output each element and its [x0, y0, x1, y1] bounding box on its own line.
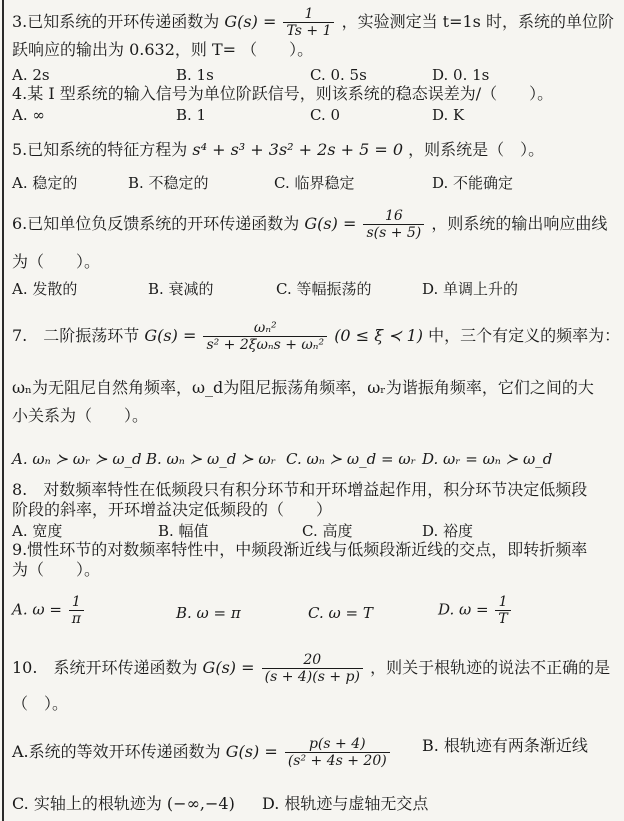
q8-option-b[interactable]: B. 幅值	[158, 522, 209, 540]
q3-stem-cont: ，实验测定当 t=1s 时，系统的单位阶	[341, 12, 614, 31]
q7-fraction	[203, 320, 327, 353]
q4-option-d[interactable]: D. K	[432, 106, 465, 124]
q9-option-d-fraction	[495, 594, 510, 627]
q7-stem: 7. 二阶振荡环节	[12, 326, 140, 345]
q9-option-d-den: T	[495, 610, 510, 627]
q5-option-c[interactable]: C. 临界稳定	[274, 174, 355, 192]
q3-num: 1	[304, 6, 314, 22]
q8-options	[12, 520, 614, 540]
q6-den: s(s + 5)	[363, 224, 424, 241]
q9-option-d-lhs: D. ω =	[438, 600, 489, 619]
q10-stem-cont: ，则关于根轨迹的说法不正确的是	[370, 658, 611, 677]
q5-line1	[12, 140, 614, 160]
q6-options	[12, 278, 614, 298]
q8-line2: 阶段的斜率，开环增益决定低频段的（ ）	[12, 500, 333, 519]
q5-stem: 5.已知系统的特征方程为	[12, 140, 188, 159]
q3-lhs: G(s) =	[224, 12, 277, 31]
q7-option-c[interactable]: C. ωₙ ≻ ω_d = ωᵣ	[286, 450, 416, 468]
q9-options	[12, 594, 614, 634]
q10-option-a-lhs: G(s) =	[225, 742, 278, 761]
q8-option-d[interactable]: D. 裕度	[422, 522, 474, 540]
q7-line3: 小关系为（ ）。	[12, 406, 149, 425]
q7-option-d[interactable]: D. ωᵣ = ωₙ ≻ ω_d	[422, 450, 553, 468]
q6-option-b[interactable]: B. 衰减的	[148, 280, 214, 298]
q4-option-c[interactable]: C. 0	[310, 106, 341, 124]
q9-option-a-lhs: A. ω =	[12, 600, 62, 619]
q8-line1: 8. 对数频率特性在低频段只有积分环节和开环增益起作用，积分环节决定低频段	[12, 480, 588, 499]
q9-option-b[interactable]: B. ω = π	[176, 604, 241, 622]
q7-stem-cont: 中，三个有定义的频率为：	[428, 326, 621, 345]
q10-option-a-fraction	[285, 736, 390, 769]
q10-option-c[interactable]: C. 实轴上的根轨迹为 (−∞,−4)	[12, 794, 235, 813]
q3-den: Ts + 1	[283, 22, 334, 39]
q9-option-d[interactable]	[438, 594, 513, 627]
q3-options	[12, 66, 614, 86]
q10-line1	[12, 652, 614, 685]
q3-stem: 3.已知系统的开环传递函数为	[12, 12, 220, 31]
q7-num: ωₙ²	[253, 320, 277, 336]
q10-option-a[interactable]	[12, 736, 392, 769]
q7-option-a[interactable]: A. ωₙ ≻ ωᵣ ≻ ω_d	[12, 450, 142, 468]
q10-option-d[interactable]: D. 根轨迹与虚轴无交点	[262, 794, 429, 813]
q4-option-b[interactable]: B. 1	[176, 106, 207, 124]
q6-line2: 为（ ）。	[12, 252, 101, 271]
q10-line2: （ ）。	[12, 694, 69, 713]
q9-option-a-num: 1	[71, 594, 81, 610]
q7-option-b[interactable]: B. ωₙ ≻ ω_d ≻ ωᵣ	[146, 450, 276, 468]
q6-line1	[12, 208, 614, 241]
q6-option-a[interactable]: A. 发散的	[12, 280, 78, 298]
q5-option-d[interactable]: D. 不能确定	[432, 174, 514, 192]
q3-fraction	[283, 6, 334, 39]
q3-line2: 跃响应的输出为 0.632，则 T= （ ）。	[12, 40, 314, 59]
q10-option-b[interactable]: B. 根轨迹有两条渐近线	[422, 736, 588, 755]
q5-stem-cont: ，则系统是（ ）。	[408, 140, 545, 159]
q3-option-d[interactable]: D. 0. 1s	[432, 66, 490, 84]
q9-option-a-den: π	[69, 610, 84, 627]
q10-fraction	[262, 652, 363, 685]
q7-lhs: G(s) =	[144, 326, 197, 345]
q7-options	[12, 450, 614, 470]
q4-option-a[interactable]: A. ∞	[12, 106, 45, 124]
q7-den: s² + 2ξωₙs + ωₙ²	[203, 336, 327, 353]
q10-den: (s + 4)(s + p)	[262, 668, 363, 685]
q6-num: 16	[384, 208, 403, 224]
q6-stem-cont: ，则系统的输出响应曲线	[431, 214, 608, 233]
q6-stem: 6.已知单位负反馈系统的开环传递函数为	[12, 214, 300, 233]
q10-option-a-text: A.系统的等效开环传递函数为	[12, 742, 221, 761]
q10-option-a-den: (s² + 4s + 20)	[285, 752, 390, 769]
q4-options	[12, 106, 614, 126]
q3-option-b[interactable]: B. 1s	[176, 66, 214, 84]
q10-options-row2	[12, 794, 614, 814]
q9-option-a[interactable]	[12, 594, 86, 627]
q5-options	[12, 172, 614, 192]
q10-options-row1	[12, 736, 614, 769]
q10-option-a-num: p(s + 4)	[308, 736, 366, 752]
q3-line1	[12, 6, 614, 39]
q5-option-a[interactable]: A. 稳定的	[12, 174, 78, 192]
q6-option-c[interactable]: C. 等幅振荡的	[276, 280, 372, 298]
q4-line1: 4.某 I 型系统的输入信号为单位阶跃信号，则该系统的稳态误差为/（ ）。	[12, 84, 554, 103]
q7-line2: ωₙ为无阻尼自然角频率，ω_d为阻尼振荡角频率，ωᵣ为谐振角频率，它们之间的大	[12, 378, 594, 397]
q6-fraction	[363, 208, 424, 241]
q3-option-c[interactable]: C. 0. 5s	[310, 66, 367, 84]
q9-option-a-fraction	[69, 594, 84, 627]
q9-option-c[interactable]: C. ω = T	[308, 604, 373, 622]
q8-option-a[interactable]: A. 宽度	[12, 522, 63, 540]
q3-option-a[interactable]: A. 2s	[12, 66, 50, 84]
q5-option-b[interactable]: B. 不稳定的	[128, 174, 209, 192]
q10-lhs: G(s) =	[202, 658, 255, 677]
q7-condition: (0 ≤ ξ ≺ 1)	[334, 326, 423, 345]
q9-line2: 为（ ）。	[12, 560, 101, 579]
q9-option-d-num: 1	[498, 594, 508, 610]
q9-line1: 9.惯性环节的对数频率特性中，中频段渐近线与低频段渐近线的交点，即转折频率	[12, 540, 588, 559]
q6-option-d[interactable]: D. 单调上升的	[422, 280, 519, 298]
q8-option-c[interactable]: C. 高度	[302, 522, 353, 540]
q5-equation: s⁴ + s³ + 3s² + 2s + 5 = 0	[192, 140, 404, 159]
q7-line1	[12, 320, 621, 353]
q6-lhs: G(s) =	[304, 214, 357, 233]
q10-stem: 10. 系统开环传递函数为	[12, 658, 198, 677]
q10-num: 20	[303, 652, 322, 668]
